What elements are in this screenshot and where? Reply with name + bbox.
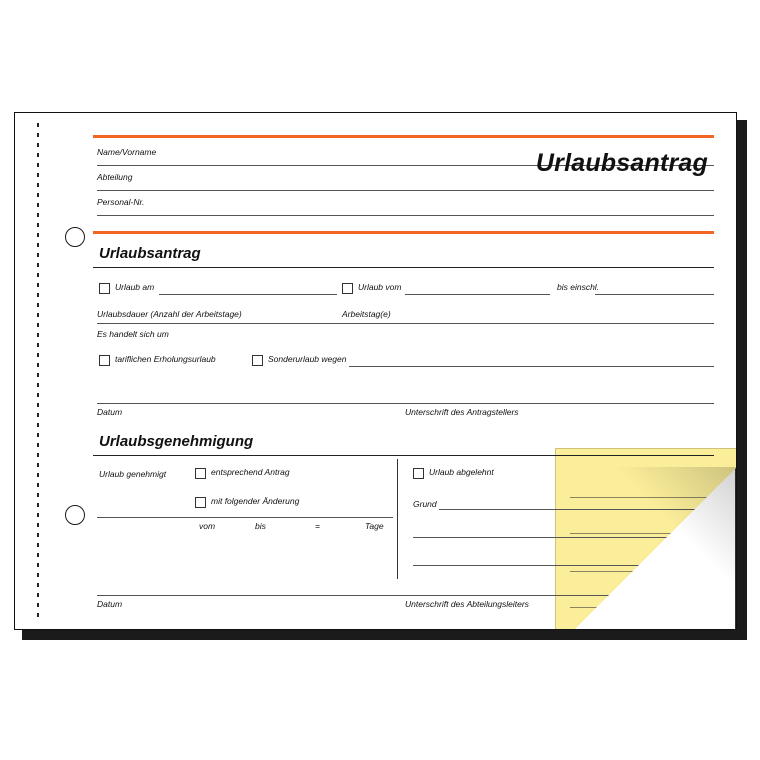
signature-line-request[interactable] <box>97 403 714 404</box>
field-line-urlaubsdauer[interactable] <box>97 323 714 324</box>
label-urlaub-genehmigt: Urlaub genehmigt <box>99 469 167 479</box>
label-arbeitstage: Arbeitstag(e) <box>342 309 391 319</box>
label-personal-nr: Personal-Nr. <box>97 197 145 207</box>
punch-hole-top <box>65 227 85 247</box>
approval-column-divider <box>397 459 398 579</box>
vacation-request-form-pad <box>14 112 747 640</box>
label-bis: bis <box>255 521 266 531</box>
field-line-personal-nr[interactable] <box>97 215 714 216</box>
label-urlaub-vom: Urlaub vom <box>358 282 402 292</box>
label-unterschrift-abteilungsleiter: Unterschrift des Abteilungsleiters <box>405 599 529 609</box>
field-line-urlaub-vom[interactable] <box>405 294 550 295</box>
field-line-grund-1[interactable] <box>439 509 714 510</box>
label-unterschrift-antragsteller: Unterschrift des Antragstellers <box>405 407 519 417</box>
section-rule-approval <box>93 455 714 456</box>
label-es-handelt-sich-um: Es handelt sich um <box>97 329 169 339</box>
header-top-accent-rule <box>93 135 714 138</box>
form-content <box>87 127 720 621</box>
header-bottom-accent-rule <box>93 231 714 234</box>
label-urlaub-am: Urlaub am <box>115 282 155 292</box>
label-datum-approval: Datum <box>97 599 123 609</box>
field-line-bis-einschl[interactable] <box>595 294 714 295</box>
checkbox-entsprechend-antrag[interactable] <box>195 468 206 479</box>
field-line-urlaub-am[interactable] <box>159 294 337 295</box>
field-line-aenderung-dates[interactable] <box>97 517 393 518</box>
checkbox-urlaub-abgelehnt[interactable] <box>413 468 424 479</box>
checkbox-mit-folgender-aenderung[interactable] <box>195 497 206 508</box>
label-name-vorname: Name/Vorname <box>97 147 157 157</box>
label-mit-folgender-aenderung: mit folgender Änderung <box>211 496 300 506</box>
punch-hole-bottom <box>65 505 85 525</box>
page-title: Urlaubsantrag <box>535 149 708 177</box>
label-grund: Grund <box>413 499 437 509</box>
checkbox-urlaub-vom[interactable] <box>342 283 353 294</box>
label-datum-request: Datum <box>97 407 123 417</box>
label-urlaubsdauer: Urlaubsdauer (Anzahl der Arbeitstage) <box>97 309 242 319</box>
section-rule-request <box>93 267 714 268</box>
label-entsprechend-antrag: entsprechend Antrag <box>211 467 290 477</box>
field-line-sonderurlaub[interactable] <box>349 366 714 367</box>
form-page <box>14 112 737 630</box>
label-equals: = <box>315 521 320 531</box>
checkbox-urlaub-am[interactable] <box>99 283 110 294</box>
label-urlaub-abgelehnt: Urlaub abgelehnt <box>429 467 494 477</box>
checkbox-sonderurlaub[interactable] <box>252 355 263 366</box>
label-tariflicher-erholungsurlaub: tariflichen Erholungsurlaub <box>115 354 216 364</box>
field-line-abteilung[interactable] <box>97 190 714 191</box>
label-vom: vom <box>199 521 216 531</box>
section-title-approval: Urlaubsgenehmigung <box>99 433 254 450</box>
label-sonderurlaub-wegen: Sonderurlaub wegen <box>268 354 347 364</box>
perforation-strip <box>37 123 39 619</box>
label-bis-einschl: bis einschl. <box>557 282 600 292</box>
label-abteilung: Abteilung <box>97 172 133 182</box>
label-tage: Tage <box>365 521 384 531</box>
checkbox-tariflicher-erholungsurlaub[interactable] <box>99 355 110 366</box>
section-title-request: Urlaubsantrag <box>99 245 201 262</box>
